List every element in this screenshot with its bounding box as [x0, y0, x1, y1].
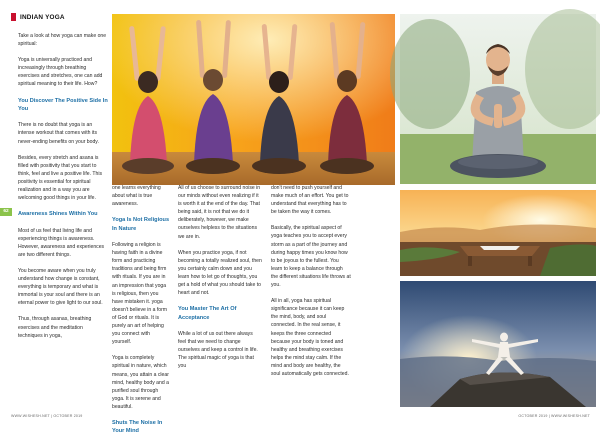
footer-left: WWW.WISHESH.NET | OCTOBER 2019 [11, 414, 83, 418]
footer-right: OCTOBER 2019 | WWW.WISHESH.NET [518, 414, 590, 418]
paragraph: You become aware when you truly understand how change is constant, everything is temporary and what is immortal is your soul and there is an eternal power to give light to our soul. [18, 268, 103, 307]
paragraph: While a lot of us out there always feel that we need to change ourselves and keep a control in life. The spiritual magic of yoga is that you [178, 331, 258, 370]
text-column-4 [271, 184, 351, 386]
subheading: Shuts The Noise In Your Mind [112, 419, 163, 435]
subheading: You Discover The Positive Side In You [18, 97, 108, 112]
paragraph: Besides, every stretch and asana is filled with positivity that you start to think, feel and live a positive life. This positivity is essential for spiritual realization and in a way you are welcoming good things in your life. [18, 154, 102, 202]
text-column-3 [178, 184, 262, 379]
photo-group-yoga [112, 14, 395, 185]
text-column-1 [18, 32, 108, 348]
photo-sunset-deck [400, 190, 596, 276]
subheading: Awareness Shines Within You [18, 211, 98, 218]
paragraph: Most of us feel that living life and experiencing things is awareness. However, awareness and experiences are two different things. [18, 227, 105, 258]
text-column-2 [112, 184, 170, 444]
sunset-deck-image [400, 190, 596, 276]
man-meditating-image [400, 14, 596, 184]
paragraph: Yoga is universally practiced and increasingly through breathing exercises and stretches, one can add spiritual meaning to their life. How? [18, 57, 103, 88]
warrior-pose-image [400, 281, 596, 407]
section-header [11, 12, 65, 22]
group-yoga-image [112, 14, 395, 185]
paragraph: All of us choose to surround noise in our minds without even realizing if it is worth it at the end of the day. That being said, it is not that we do it deliberately, however, we make ourselves helpless to the situations we are in. [178, 185, 261, 240]
paragraph: Basically, the spiritual aspect of yoga teaches you to accept every storm as a part of the journey and during happy times you know how to be joyous to the fullest. You learn to keep a balance through the different situations life throws at you. [271, 225, 351, 289]
paragraph: Yoga is completely spiritual in nature, which means, you attain a clear mind, healthy body and a purified soul through yoga. It is serene and beautiful. [112, 355, 169, 410]
subheading: Yoga Is Not Religious In Nature [112, 217, 170, 232]
paragraph: All in all, yoga has spiritual significance because it can keep the mind, body, and soul connected. In the real sense, it keeps the three connected because your body is toned and healthy and breathing exercises helps the mind stay calm. If the mind and body are healthy, the soul automatically gets connected. [271, 298, 349, 377]
subheading: You Master The Art Of Acceptance [178, 306, 237, 321]
page-number: 62 [0, 208, 12, 216]
paragraph: When you practice yoga, if not becoming a totally realized soul, then you certainly calm down and you learn how to let go of thoughts, you get a hold of what you should take to heart and not. [178, 249, 262, 297]
section-marker [11, 13, 16, 21]
paragraph: Following a religion is having faith in a divine form and practicing traditions and being firm with rituals. If you are in an impression that yoga is religious, then you have mistaken it. yoga doesn't believe in a form of God or rituals. It is purely an art of helping you connect with yourself. [112, 242, 168, 346]
section-title: INDIAN YOGA [20, 13, 65, 21]
photo-warrior-pose [400, 281, 596, 407]
photo-man-meditating [400, 14, 596, 184]
paragraph: one learns everything about what is true awareness. [112, 185, 161, 208]
paragraph: don't need to push yourself and make much of an effort. You get to understand that everything has to be taken the way it comes. [271, 185, 349, 216]
paragraph: Take a look at how yoga can make one spiritual: [18, 33, 107, 48]
paragraph: There is no doubt that yoga is an intense workout that comes with its never-ending benefits on your body. [18, 122, 99, 145]
paragraph: Thus, through asanas, breathing exercises and the meditation techniques in yoga, [18, 316, 92, 339]
